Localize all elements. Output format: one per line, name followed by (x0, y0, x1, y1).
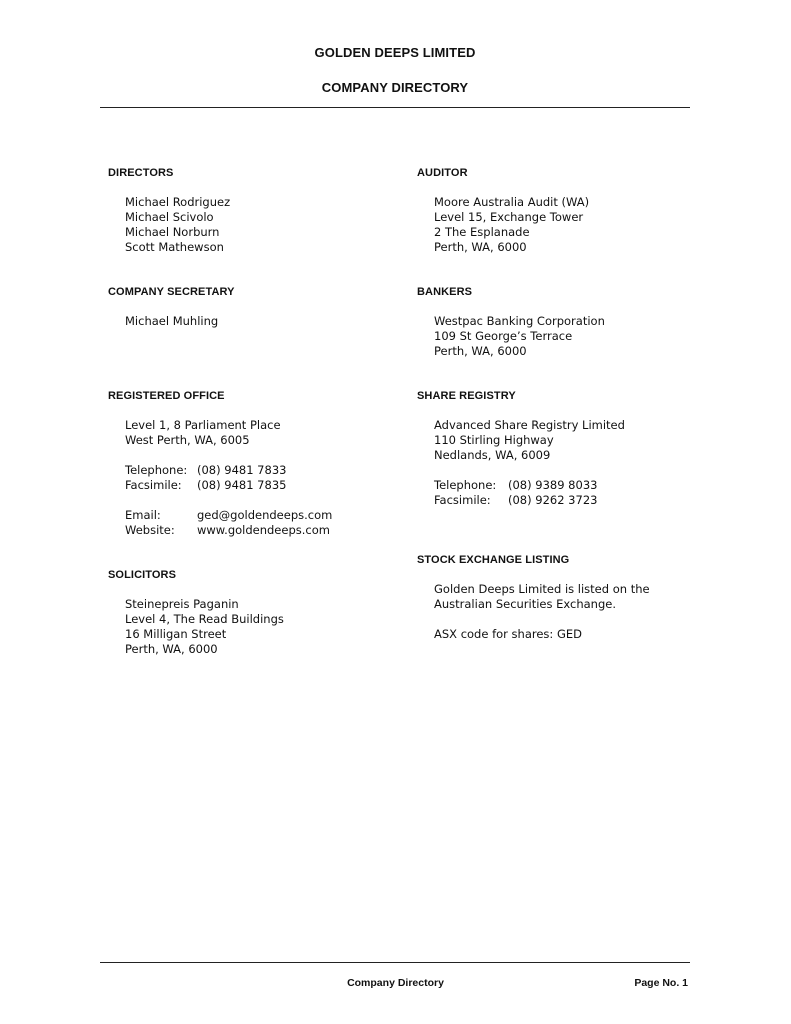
solicitors-line: Steinepreis Paganin (125, 597, 239, 611)
auditor-line: 2 The Esplanade (434, 225, 530, 239)
director-name: Michael Norburn (125, 225, 220, 239)
facsimile-row (434, 493, 717, 508)
bankers-line: Perth, WA, 6000 (434, 344, 527, 358)
company-name: GOLDEN DEEPS LIMITED (314, 45, 476, 60)
share-registry-line: 110 Stirling Highway (434, 433, 554, 447)
solicitors-line: Level 4, The Read Buildings (125, 612, 284, 626)
facsimile-value: (08) 9481 7835 (197, 478, 287, 492)
footer-label: Company Directory (347, 977, 444, 989)
telephone-label: Telephone: (125, 463, 188, 477)
header-rule (100, 107, 690, 108)
telephone-row (125, 463, 408, 478)
solicitors-line: 16 Milligan Street (125, 627, 227, 641)
page-number: Page No. 1 (634, 977, 688, 989)
facsimile-value: (08) 9262 3723 (508, 493, 598, 507)
share-registry-section (417, 389, 717, 508)
stock-exchange-heading: STOCK EXCHANGE LISTING (417, 554, 570, 566)
bankers-line: 109 St George’s Terrace (434, 329, 573, 343)
auditor-heading: AUDITOR (417, 167, 468, 179)
company-secretary-heading: COMPANY SECRETARY (108, 286, 235, 298)
registered-office-heading: REGISTERED OFFICE (108, 390, 225, 402)
bankers-section (417, 285, 717, 359)
website-value: www.goldendeeps.com (197, 523, 330, 537)
website-label: Website: (125, 523, 175, 537)
address-line: West Perth, WA, 6005 (125, 433, 250, 447)
stock-exchange-line: Golden Deeps Limited is listed on the (434, 582, 650, 596)
stock-exchange-line: Australian Securities Exchange. (434, 597, 616, 611)
telephone-label: Telephone: (434, 478, 497, 492)
email-value: ged@goldendeeps.com (197, 508, 333, 522)
solicitors-heading: SOLICITORS (108, 569, 177, 581)
directors-section (108, 166, 408, 255)
share-registry-heading: SHARE REGISTRY (417, 390, 516, 402)
director-name: Scott Mathewson (125, 240, 224, 254)
telephone-row (434, 478, 717, 493)
solicitors-section (108, 568, 408, 657)
facsimile-label: Facsimile: (125, 478, 182, 492)
share-registry-line: Advanced Share Registry Limited (434, 418, 625, 432)
company-secretary-name: Michael Muhling (125, 314, 219, 328)
address-line: Level 1, 8 Parliament Place (125, 418, 281, 432)
directors-heading: DIRECTORS (108, 167, 174, 179)
telephone-value: (08) 9389 8033 (508, 478, 598, 492)
page-title: COMPANY DIRECTORY (321, 80, 469, 95)
auditor-section (417, 166, 717, 255)
auditor-line: Level 15, Exchange Tower (434, 210, 584, 224)
email-label: Email: (125, 508, 161, 522)
facsimile-row (125, 478, 408, 493)
company-secretary-section (108, 285, 408, 329)
auditor-line: Perth, WA, 6000 (434, 240, 527, 254)
stock-exchange-section (417, 553, 717, 642)
registered-office-section (108, 389, 408, 538)
bankers-heading: BANKERS (417, 286, 473, 298)
director-name: Michael Scivolo (125, 210, 214, 224)
email-row (125, 508, 408, 523)
solicitors-line: Perth, WA, 6000 (125, 642, 218, 656)
director-name: Michael Rodriguez (125, 195, 231, 209)
website-row (125, 523, 408, 538)
bankers-line: Westpac Banking Corporation (434, 314, 605, 328)
footer-rule (100, 962, 690, 963)
facsimile-label: Facsimile: (434, 493, 491, 507)
telephone-value: (08) 9481 7833 (197, 463, 287, 477)
auditor-line: Moore Australia Audit (WA) (434, 195, 590, 209)
asx-code-line: ASX code for shares: GED (434, 627, 582, 641)
share-registry-line: Nedlands, WA, 6009 (434, 448, 551, 462)
